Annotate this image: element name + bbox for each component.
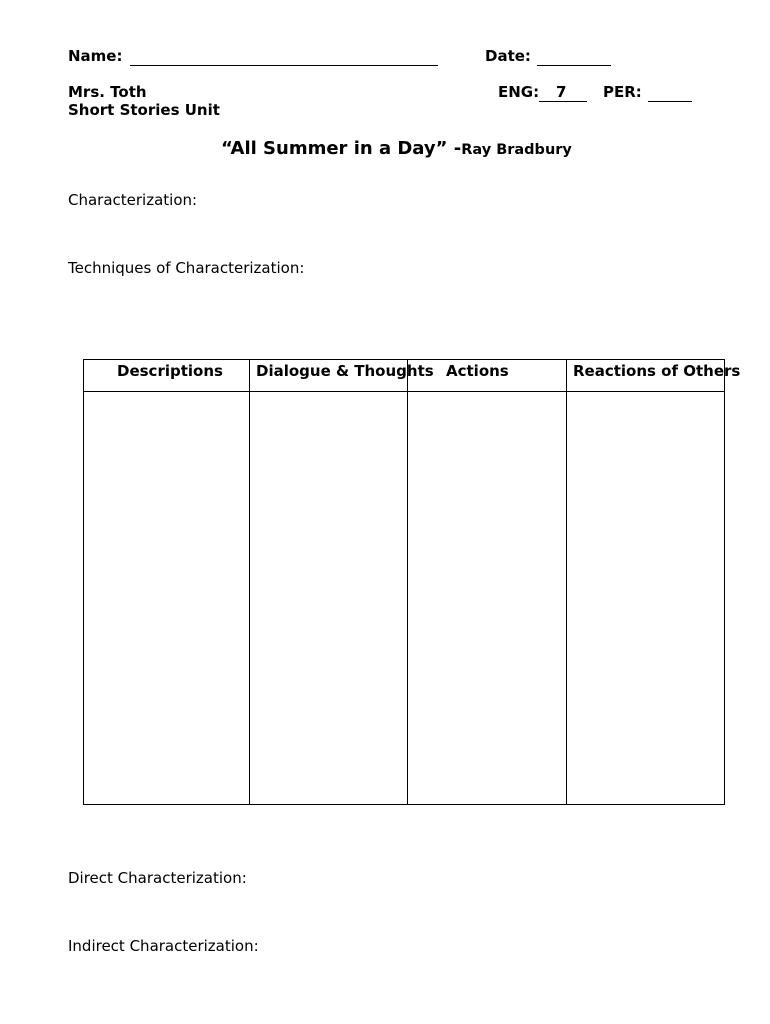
column-header-dialogue-thoughts: Dialogue & Thoughts — [256, 362, 434, 380]
indirect-characterization-label: Indirect Characterization: — [68, 937, 259, 955]
column-header-actions: Actions — [446, 362, 509, 380]
column-header-reactions: Reactions of Others — [573, 362, 741, 380]
unit-name: Short Stories Unit — [68, 101, 220, 119]
reactions-cell[interactable] — [567, 392, 724, 804]
teacher-name: Mrs. Toth — [68, 83, 147, 101]
dialogue-thoughts-cell[interactable] — [250, 392, 407, 804]
characterization-label: Characterization: — [68, 191, 198, 209]
techniques-label: Techniques of Characterization: — [68, 259, 305, 277]
date-label: Date: — [485, 47, 531, 65]
name-label: Name: — [68, 47, 123, 65]
column-header-descriptions: Descriptions — [117, 362, 223, 380]
actions-cell[interactable] — [408, 392, 566, 804]
per-label: PER: — [603, 83, 642, 101]
characterization-table — [83, 359, 741, 805]
date-field[interactable] — [537, 49, 611, 66]
eng-value: 7 — [556, 83, 567, 101]
page-title — [221, 138, 572, 159]
direct-characterization-label: Direct Characterization: — [68, 869, 247, 887]
name-field[interactable] — [130, 49, 438, 66]
story-title: “All Summer in a Day” - — [221, 138, 462, 159]
per-field[interactable] — [648, 85, 692, 102]
eng-label: ENG: — [498, 83, 540, 101]
story-author: Ray Bradbury — [461, 142, 572, 158]
descriptions-cell[interactable] — [84, 392, 249, 804]
